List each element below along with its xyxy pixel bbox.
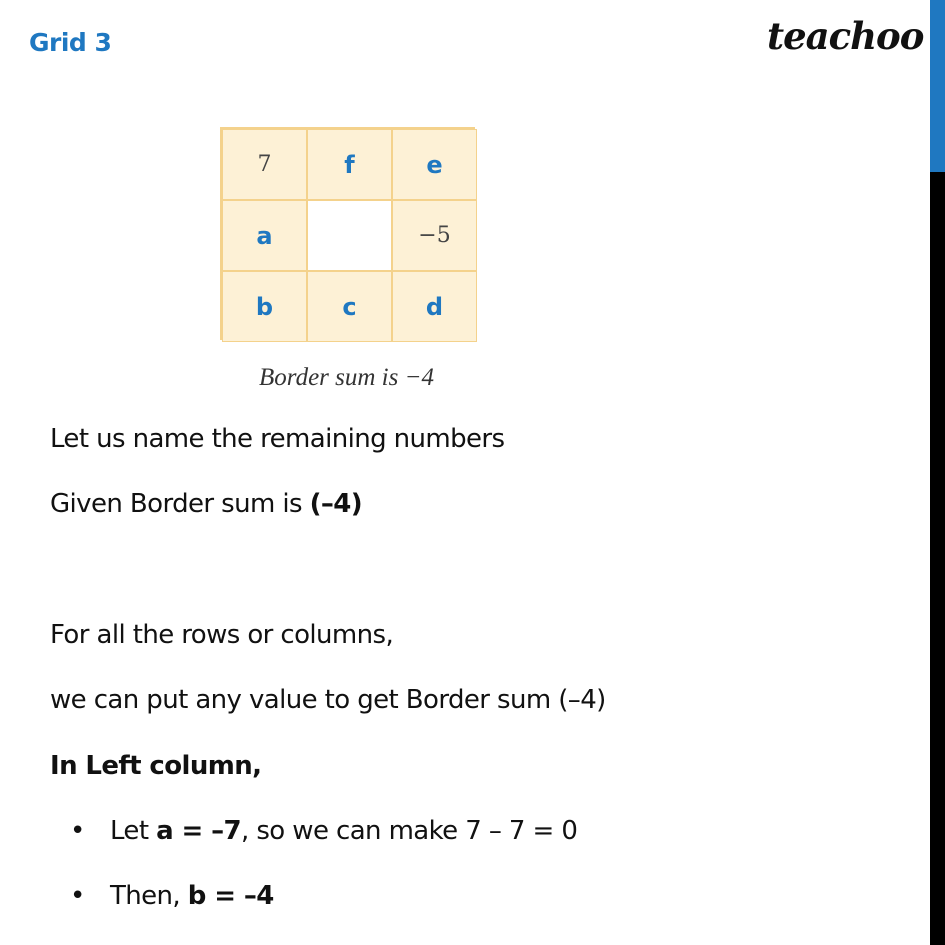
border-sum-grid — [220, 127, 475, 340]
grid-cell-r3c1: b — [222, 271, 307, 342]
grid-cell-r2c3: −5 — [392, 200, 477, 271]
grid-caption: Border sum is −4 — [259, 364, 434, 391]
left-column-heading: In Left column, — [50, 751, 262, 781]
scrollbar-thumb[interactable] — [930, 0, 945, 172]
bullet-a-bold: a = –7 — [156, 816, 242, 846]
bullet-b-prefix: Then, — [110, 881, 188, 911]
text-line-given-sum — [50, 489, 362, 519]
scrollbar-track[interactable] — [930, 0, 945, 945]
grid-cell-r2c1: a — [222, 200, 307, 271]
grid-cell-r3c3: d — [392, 271, 477, 342]
grid-cell-r1c2: f — [307, 129, 392, 200]
page-title: Grid 3 — [29, 28, 112, 57]
text-line-rows-columns: For all the rows or columns, — [50, 620, 394, 650]
teachoo-logo: teachoo — [767, 14, 924, 58]
text-line-left-column-heading — [50, 751, 261, 781]
bullet-marker: • — [70, 816, 86, 846]
bullet-b-bold: b = –4 — [187, 881, 274, 911]
bullet-a-suffix: , so we can make 7 – 7 = 0 — [241, 816, 578, 846]
bullet-a-prefix: Let — [110, 816, 157, 846]
grid-cell-r3c2: c — [307, 271, 392, 342]
text-line-name-numbers: Let us name the remaining numbers — [50, 424, 505, 454]
grid-cell-center — [307, 200, 392, 271]
bullet-item-b — [110, 881, 274, 911]
given-sum-prefix: Given Border sum is — [50, 489, 310, 519]
grid-cell-r1c3: e — [392, 129, 477, 200]
given-sum-value: (–4) — [309, 489, 363, 519]
grid-cell-r1c1: 7 — [222, 129, 307, 200]
bullet-item-a — [110, 816, 577, 846]
text-line-any-value: we can put any value to get Border sum (–4) — [50, 685, 606, 715]
bullet-marker: • — [70, 881, 86, 911]
